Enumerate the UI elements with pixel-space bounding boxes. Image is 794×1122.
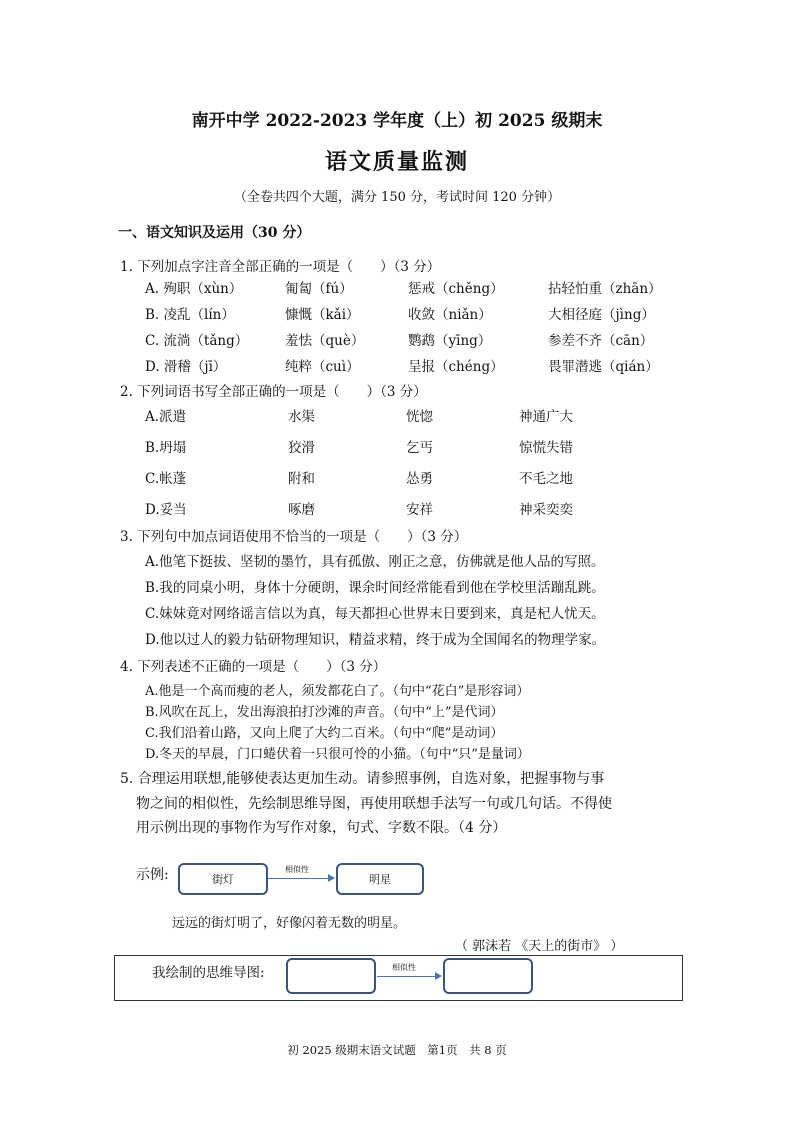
q2-b-3: 乞丐 (406, 440, 433, 456)
q1-c-1: C. 流淌（tǎng） (145, 333, 249, 349)
q2-d-1: D.妥当 (145, 502, 187, 518)
q3-stem: 3. 下列句中加点词语使用不恰当的一项是（ ）（3 分） (120, 529, 468, 545)
q2-d-2: 啄磨 (288, 502, 315, 518)
q1-d-2: 纯粹（cuì） (285, 359, 360, 375)
exam-title: 南开中学 2022-2023 学年度（上）初 2025 级期末 (191, 111, 603, 131)
q1-b-2: 慷慨（kǎi） (285, 307, 360, 323)
q2-a-2: 水渠 (288, 409, 315, 425)
q1-stem: 1. 下列加点字注音全部正确的一项是（ ）（3 分） (120, 259, 441, 275)
q2-b-2: 狡滑 (288, 440, 315, 456)
exam-subject-title: 语文质量监测 (324, 149, 469, 175)
my-arrow-line (377, 976, 435, 977)
section-heading: 一、语文知识及运用（30 分） (118, 225, 311, 241)
q5-line-2: 物之间的相似性，先绘制思维导图，再使用联想手法写一句或几句话。不得使 (136, 796, 612, 812)
q5-line-1: 5. 合理运用联想,能够使表达更加生动。请参照事例，自选对象，把握事物与事 (120, 771, 605, 787)
q2-d-4: 神采奕奕 (519, 502, 573, 518)
q1-a-1: A. 殉职（xùn） (145, 281, 243, 297)
my-right-box[interactable] (443, 958, 533, 994)
example-arrow-icon (328, 874, 335, 882)
my-relation-label: 相似性 (392, 963, 416, 972)
my-arrow-icon (435, 972, 442, 980)
q1-a-2: 匍匐（fú） (285, 281, 353, 297)
q2-c-1: C.帐蓬 (145, 471, 187, 487)
q2-stem: 2. 下列词语书写全部正确的一项是（ ）（3 分） (120, 384, 427, 400)
q2-a-1: A.派遣 (145, 409, 187, 425)
q4-option-a: A.他是一个高而瘦的老人，须发都花白了。（句中“花白”是形容词） (145, 684, 530, 699)
example-left-text: 街灯 (212, 873, 234, 886)
q4-option-c: C.我们沿着山路，又向上爬了大约二百米。（句中“爬”是动词） (145, 726, 504, 741)
q2-d-3: 安祥 (406, 502, 433, 518)
q2-c-3: 怂勇 (406, 471, 433, 487)
q4-option-d: D.冬天的早晨，门口蜷伏着一只很可怜的小猫。（句中“只”是量词） (145, 747, 530, 762)
q1-c-3: 鹦鹉（yīng） (408, 333, 492, 349)
q3-option-b: B.我的同桌小明，身体十分硬朗，课余时间经常能看到他在学校里活蹦乱跳。 (145, 580, 605, 596)
example-source: （ 郭沫若 《天上的街市》 ） (455, 939, 624, 954)
q1-d-3: 呈报（chéng） (408, 359, 504, 375)
q2-a-4: 神通广大 (519, 409, 573, 425)
q3-option-d: D.他以过人的毅力钻研物理知识，精益求精，终于成为全国闻名的物理学家。 (145, 632, 606, 648)
q2-c-4: 不毛之地 (519, 471, 573, 487)
q1-d-4: 畏罪潜逃（qián） (548, 359, 659, 375)
example-relation-label: 相似性 (285, 865, 309, 874)
q2-b-1: B.坍塌 (145, 440, 187, 456)
q3-option-a: A.他笔下挺拔、坚韧的墨竹，具有孤傲、刚正之意，仿佛就是他人品的写照。 (145, 554, 605, 570)
q5-line-3: 用示例出现的事物作为写作对象，句式、字数不限。（4 分） (136, 820, 507, 836)
q1-a-3: 惩戒（chěng） (408, 281, 504, 297)
q4-stem: 4. 下列表述不正确的一项是（ ）（3 分） (120, 659, 387, 675)
q1-c-2: 羞怯（què） (285, 333, 365, 349)
q2-a-3: 恍惚 (406, 409, 433, 425)
q1-b-3: 收敛（niǎn） (408, 307, 492, 323)
example-arrow-line (268, 878, 328, 879)
q2-c-2: 附和 (288, 471, 315, 487)
example-sentence: 远远的街灯明了，好像闪着无数的明星。 (172, 916, 407, 931)
q2-b-4: 惊慌失错 (519, 440, 573, 456)
q1-c-4: 参差不齐（cān） (548, 333, 654, 349)
q1-b-4: 大相径庭（jìng） (548, 307, 655, 323)
q3-option-c: C.妹妹竟对网络谣言信以为真，每天都担心世界末日要到来，真是杞人忧天。 (145, 606, 605, 622)
my-mind-map-label: 我绘制的思维导图: (152, 965, 265, 981)
example-right-text: 明星 (369, 873, 391, 886)
my-left-box[interactable] (286, 958, 376, 994)
example-label: 示例: (136, 867, 169, 883)
page-footer: 初 2025 级期末语文试题 第1页 共 8 页 (287, 1043, 507, 1057)
q1-d-1: D. 滑稽（jī） (145, 359, 227, 375)
q1-a-4: 拈轻怕重（zhān） (548, 281, 662, 297)
example-left-box (178, 863, 268, 895)
exam-note: （全卷共四个大题，满分 150 分，考试时间 120 分钟） (233, 190, 561, 205)
example-right-box (336, 863, 424, 895)
q4-option-b: B.风吹在瓦上，发出海浪拍打沙滩的声音。（句中“上”是代词） (145, 705, 504, 720)
q1-b-1: B. 凌乱（lín） (145, 307, 235, 323)
